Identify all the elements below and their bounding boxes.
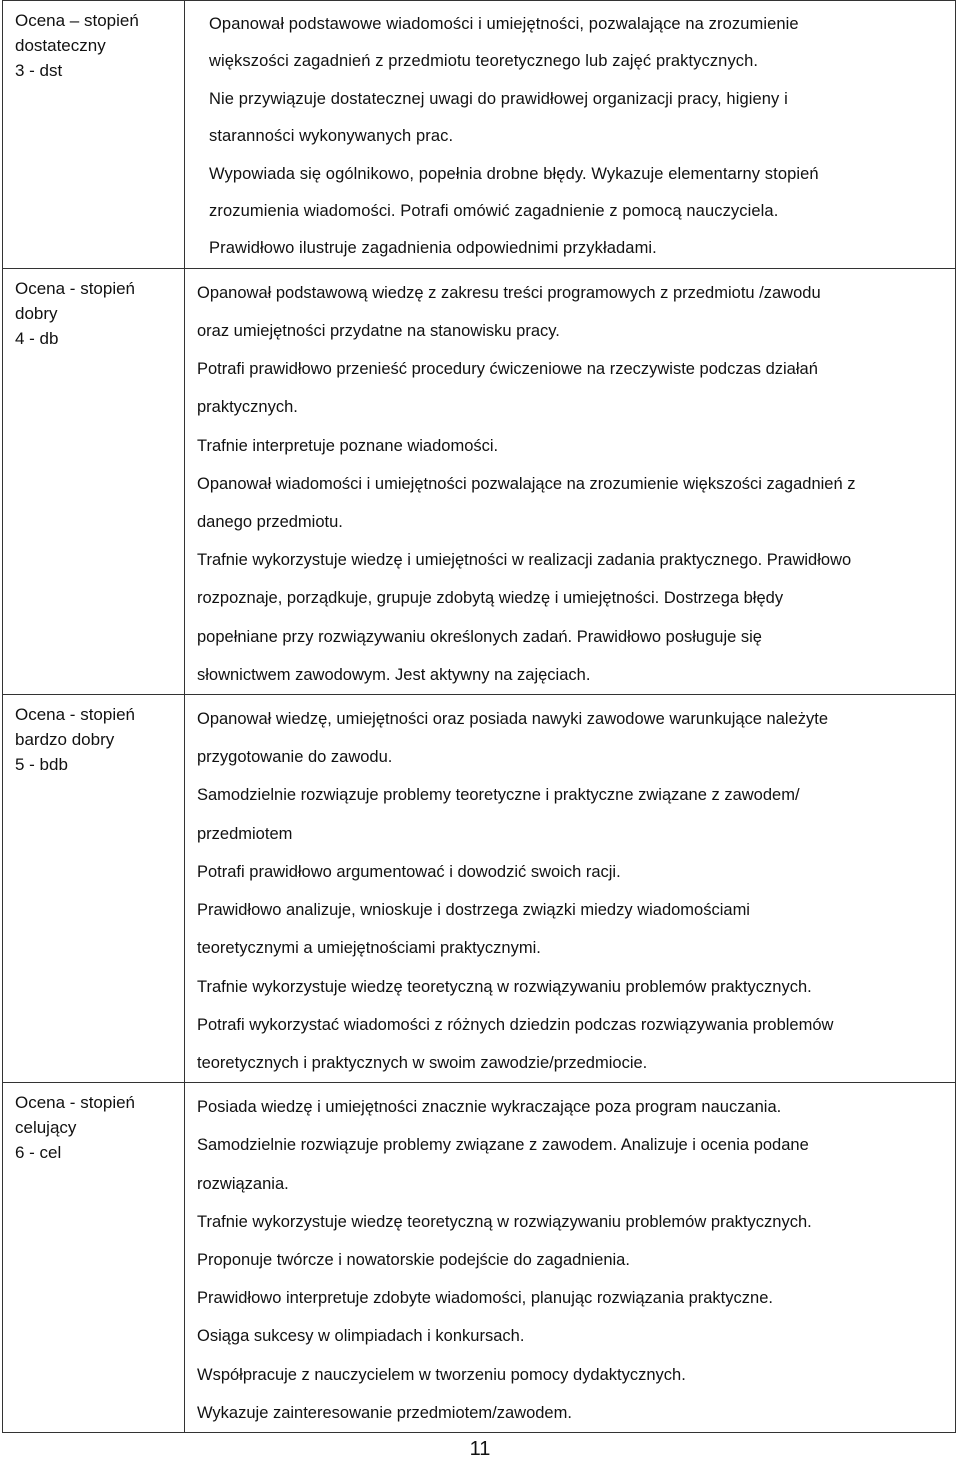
- grade-label: Ocena - stopień: [15, 705, 136, 725]
- table-row: [3, 268, 956, 694]
- description-line: Potrafi wykorzystać wiadomości z różnych dziedzin podczas rozwiązywania problemów: [197, 1015, 834, 1034]
- description-line: Współpracuje z nauczycielem w tworzeniu pomocy dydaktycznych.: [197, 1365, 686, 1384]
- description-line: większości zagadnień z przedmiotu teoretycznego lub zajęć praktycznych.: [209, 52, 759, 71]
- description-line: słownictwem zawodowym. Jest aktywny na zajęciach.: [197, 665, 591, 684]
- description-line: Osiąga sukcesy w olimpiadach i konkursach.: [197, 1327, 525, 1346]
- grade-name: dobry: [15, 303, 58, 323]
- grade-label: Ocena - stopień: [15, 278, 136, 298]
- description-line: Opanował wiadomości i umiejętności pozwalające na zrozumienie większości zagadnień z: [197, 474, 856, 493]
- description-line: Opanował wiedzę, umiejętności oraz posiada nawyki zawodowe warunkujące należyte: [197, 710, 829, 729]
- description-line: teoretycznymi a umiejętnościami praktycznymi.: [197, 939, 541, 958]
- grade-cell: [3, 1, 185, 269]
- table-row: [3, 1, 956, 269]
- description-line: Trafnie interpretuje poznane wiadomości.: [197, 436, 499, 455]
- description-line: Nie przywiązuje dostatecznej uwagi do prawidłowej organizacji pracy, higieny i: [209, 89, 788, 108]
- description-line: Potrafi prawidłowo przenieść procedury ćwiczeniowe na rzeczywiste podczas działań: [197, 360, 818, 379]
- description-line: Wypowiada się ogólnikowo, popełnia drobne błędy. Wykazuje elementarny stopień: [209, 164, 819, 183]
- description-line: Opanował podstawową wiedzę z zakresu treści programowych z przedmiotu /zawodu: [197, 283, 821, 302]
- description-line: oraz umiejętności przydatne na stanowisku pracy.: [197, 322, 560, 341]
- description-line: zrozumienia wiadomości. Potrafi omówić zagadnienie z pomocą nauczyciela.: [209, 202, 779, 221]
- description-line: Trafnie wykorzystuje wiedzę i umiejętności w realizacji zadania praktycznego. Prawidłowo: [197, 551, 852, 570]
- grading-criteria-table: [2, 0, 956, 1433]
- description-line: danego przedmiotu.: [197, 513, 343, 532]
- grade-label: Ocena - stopień: [15, 1093, 136, 1113]
- grade-cell: [3, 268, 185, 694]
- description-cell: [185, 1, 956, 269]
- description-line: praktycznych.: [197, 398, 298, 417]
- description-line: Posiada wiedzę i umiejętności znacznie wykraczające poza program nauczania.: [197, 1098, 782, 1117]
- description-line: Samodzielnie rozwiązuje problemy teoretyczne i praktyczne związane z zawodem/: [197, 786, 800, 805]
- description-line: Proponuje twórcze i nowatorskie podejście do zagadnienia.: [197, 1250, 630, 1269]
- grade-name: bardzo dobry: [15, 730, 115, 750]
- description-line: rozwiązania.: [197, 1174, 289, 1193]
- description-line: Opanował podstawowe wiadomości i umiejętności, pozwalające na zrozumienie: [209, 15, 799, 33]
- description-cell: [185, 268, 956, 694]
- description-line: Prawidłowo analizuje, wnioskuje i dostrzega związki miedzy wiadomościami: [197, 901, 750, 920]
- description-line: rozpoznaje, porządkuje, grupuje zdobytą wiedzę i umiejętności. Dostrzega błędy: [197, 589, 784, 608]
- description-line: Wykazuje zainteresowanie przedmiotem/zawodem.: [197, 1403, 572, 1422]
- description-cell: [185, 1083, 956, 1433]
- description-line: Potrafi prawidłowo argumentować i dowodzić swoich racji.: [197, 862, 621, 881]
- grade-name: dostateczny: [15, 36, 106, 55]
- description-line: przedmiotem: [197, 824, 293, 843]
- grade-name: celujący: [15, 1118, 77, 1138]
- table-row: [3, 695, 956, 1083]
- description-line: Trafnie wykorzystuje wiedzę teoretyczną w rozwiązywaniu problemów praktycznych.: [197, 977, 812, 996]
- description-line: Prawidłowo ilustruje zagadnienia odpowiednimi przykładami.: [209, 239, 657, 258]
- grade-code: 3 - dst: [15, 61, 63, 80]
- page-number: 11: [469, 1438, 491, 1460]
- description-line: teoretycznych i praktycznych w swoim zawodzie/przedmiocie.: [197, 1053, 648, 1072]
- grade-code: 4 - db: [15, 328, 59, 348]
- description-line: Trafnie wykorzystuje wiedzę teoretyczną w rozwiązywaniu problemów praktycznych.: [197, 1212, 812, 1231]
- description-line: Prawidłowo interpretuje zdobyte wiadomości, planując rozwiązania praktyczne.: [197, 1289, 773, 1308]
- grade-cell: [3, 1083, 185, 1433]
- description-cell: [185, 695, 956, 1083]
- description-line: popełniane przy rozwiązywaniu określonych zadań. Prawidłowo posługuje się: [197, 627, 762, 646]
- grade-cell: [3, 695, 185, 1083]
- description-line: staranności wykonywanych prac.: [209, 127, 454, 146]
- grade-code: 6 - cel: [15, 1143, 62, 1163]
- description-line: Samodzielnie rozwiązuje problemy związane z zawodem. Analizuje i ocenia podane: [197, 1136, 809, 1155]
- grade-label: Ocena – stopień: [15, 11, 139, 30]
- description-line: przygotowanie do zawodu.: [197, 748, 393, 767]
- grade-code: 5 - bdb: [15, 755, 68, 775]
- table-row: [3, 1083, 956, 1433]
